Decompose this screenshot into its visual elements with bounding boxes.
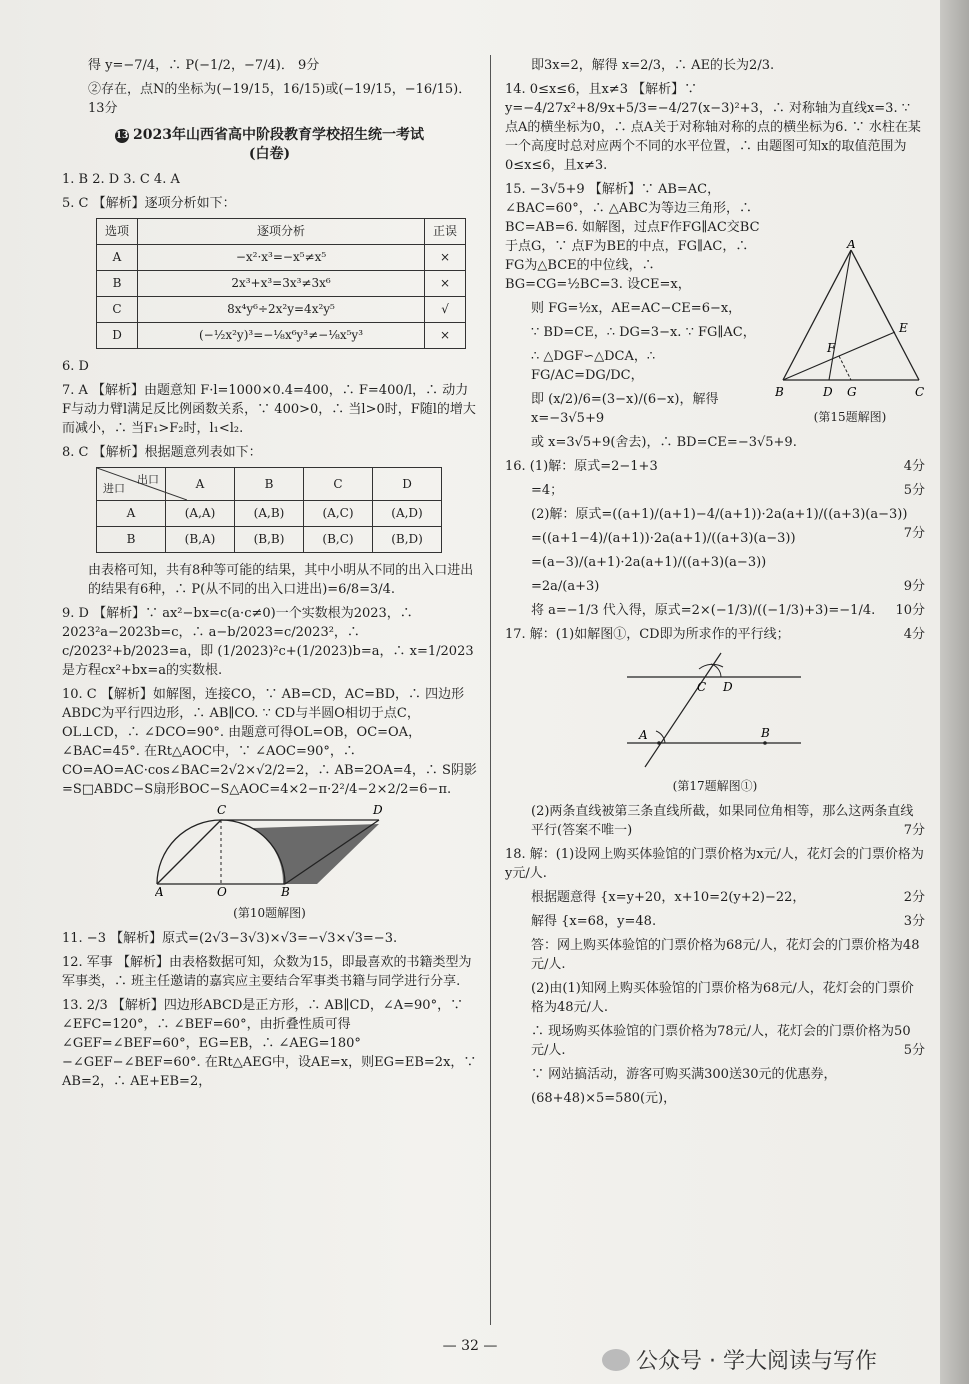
answer-q14: 14. 0≤x≤6，且x≠3 【解析】∵ y=−4/27x²+8/9x+5/3=−4/27(x−3)²+3，∴ 对称轴为直线x=3. ∵ 点A的横坐标为0，∴ 点A关于对称轴对称的点的横坐标为6. ∵ 水柱在某一个高度时总对应两个不同的水平位置，∴ 由题图可知x的取值范围为0≤x≤6，且x≠3. — [505, 82, 921, 173]
table-row — [97, 323, 466, 349]
svg-text:A: A — [154, 885, 164, 896]
figure-caption: (第10题解图) — [233, 906, 306, 920]
svg-text:F: F — [827, 341, 836, 355]
answer-line — [505, 601, 925, 620]
score-mark: 5分 — [903, 1043, 925, 1058]
table-cell: 8x⁴y⁶÷2x²y=4x²y⁵ — [138, 297, 425, 323]
text-line: 或 x=3√5+9(舍去)，∴ BD=CE=−3√5+9. — [531, 435, 797, 450]
figure-17 — [505, 649, 925, 775]
score-mark: 7分 — [903, 823, 925, 838]
table-cell: 2x³+x³=3x³≠3x⁶ — [138, 271, 425, 297]
table-cell: B — [97, 527, 166, 553]
answer-line — [505, 1022, 925, 1060]
answer-q16-1 — [505, 457, 925, 476]
section-title-text: 2023年山西省高中阶段教育学校招生统一考试 — [133, 127, 424, 143]
table-header: 选项 — [97, 219, 138, 245]
table-cell: (A,B) — [235, 501, 304, 527]
svg-text:A: A — [847, 240, 856, 251]
table-cell: A — [97, 501, 166, 527]
table-header: A — [166, 468, 235, 501]
table-cell: × — [425, 323, 466, 349]
svg-text:C: C — [216, 804, 226, 817]
table-cell: (B,D) — [373, 527, 442, 553]
svg-text:B: B — [775, 385, 784, 399]
text-line: (68+48)×5=580(元)， — [531, 1091, 677, 1106]
table-header: D — [373, 468, 442, 501]
table-cell: √ — [425, 297, 466, 323]
table-header: C — [304, 468, 373, 501]
text-line: ②存在，点N的坐标为(−19/15，16/15)或(−19/15，−16/15)．13分 — [88, 82, 472, 116]
svg-text:A: A — [639, 728, 648, 742]
table-cell: (B,C) — [304, 527, 373, 553]
answer-q16-2 — [505, 505, 925, 541]
figure-15 — [775, 240, 925, 433]
text-line: 解得 {x=68，y=48. — [531, 914, 657, 929]
answer-line — [505, 912, 925, 931]
table-cell: A — [97, 245, 138, 271]
svg-text:G: G — [847, 385, 857, 399]
text-line: (2)由(1)知网上购买体验馆的门票价格为68元/人，花灯会的门票价格为48元/人. — [531, 981, 914, 1015]
answer-q1-4: 1. B 2. D 3. C 4. A — [62, 172, 180, 187]
text-line: ∵ BD=CE，∴ DG=3−x. ∵ FG∥AC， — [531, 325, 756, 340]
text-line: =2a/(a+3) — [531, 579, 600, 594]
table-header: B — [235, 468, 304, 501]
table-cell: × — [425, 245, 466, 271]
section-subtitle: (白卷) — [248, 146, 291, 162]
answer-q17 — [505, 625, 925, 644]
table-cell: D — [97, 323, 138, 349]
left-column — [62, 56, 477, 1096]
svg-text:B: B — [280, 885, 290, 896]
watermark-text: 公众号 · 学大阅读与写作 — [636, 1349, 877, 1374]
outcome-table — [96, 467, 442, 553]
svg-text:D: D — [723, 680, 733, 694]
score-mark: 10分 — [895, 603, 925, 618]
figure-10 — [62, 804, 477, 902]
text-line: 则 FG=½x，AE=AC−CE=6−x， — [531, 301, 742, 316]
text-line: =((a+1−4)/(a+1))·2a(a+1)/((a+3)(a−3)) — [531, 531, 796, 546]
answer-line — [505, 888, 925, 907]
answer-q15: 15. −3√5+9 【解析】∵ AB=AC，∠BAC=60°，∴ △ABC为等边三角形，∴ BC=AB=6. 如解图，过点F作FG∥AC交BC于点G，∵ 点F为BE的中点，FG∥AC，∴ FG为△BCE的中位线，∴ BG=CG=½BC=3. 设CE=x， — [505, 182, 760, 292]
text-line: (2)解：原式=((a+1)/(a+1)−4/(a+1))·2a(a+1)/((a+3)(a−3)) — [531, 507, 908, 522]
q15-block — [505, 180, 925, 433]
text-line: 即 (x/2)/6=(3−x)/(6−x)，解得 x=−3√5+9 — [531, 392, 719, 426]
answer-q10: 10. C 【解析】如解图，连接CO，∵ AB=CD，AC=BD，∴ 四边形ABDC为平行四边形，∴ AB∥CO. ∵ CD与半圆O相切于点C，OL⊥CD，∴ ∠DCO=90°. 由题意可得OL=OB，OC=OA，∠BAC=45°. 在Rt△AOC中，∵ ∠AOC=90°，∴ CO=AO=AC·cos∠BAC=2√2×√2/2=2，∴ AB=2OA=4，∴ S阴影=S□ABDC−S扇形BOC−S△AOC=4×2−π·2²/4−2×2/2=6−π. — [62, 687, 477, 797]
table-cell: (B,A) — [166, 527, 235, 553]
table-cell: C — [97, 297, 138, 323]
text-line: ∴ 现场购买体验馆的门票价格为78元/人，花灯会的门票价格为50元/人. — [531, 1024, 911, 1058]
table-row — [97, 501, 442, 527]
svg-text:B: B — [761, 726, 770, 740]
corner-label-top: 出口 — [137, 473, 159, 486]
table-cell: × — [425, 271, 466, 297]
table-cell: (B,B) — [235, 527, 304, 553]
svg-text:E: E — [899, 321, 908, 335]
section-title — [62, 126, 477, 164]
answer-line — [505, 481, 925, 500]
score-mark: 3分 — [903, 914, 925, 929]
semicircle-figure — [155, 804, 385, 896]
triangle-figure — [775, 240, 925, 400]
text-line: 根据题意得 {x=y+20，x+10=2(y+2)−22， — [531, 890, 806, 905]
answer-q13: 13. 2/3 【解析】四边形ABCD是正方形，∴ AB∥CD，∠A=90°，∵ ∠EFC=120°，∴ ∠BEF=60°，由折叠性质可得∠GEF=∠BEF=60°，EG=EB，∴ ∠AEG=180°−∠GEF−∠BEF=60°. 在Rt△AEG中，设AE=x，则EG=EB=2x，∵ AB=2，∴ AE+EB=2， — [62, 998, 477, 1089]
svg-text:D: D — [372, 804, 383, 817]
figure-caption: (第15题解图) — [813, 410, 887, 424]
answer-q8: 8. C 【解析】根据题意列表如下： — [62, 445, 262, 460]
corner-label-bottom: 进口 — [103, 482, 125, 495]
table-header: 正误 — [425, 219, 466, 245]
table-cell: −x²·x³=−x⁵≠x⁵ — [138, 245, 425, 271]
answer-q7: 7. A 【解析】由题意知 F·l=1000×0.4=400，∴ F=400/l，∴ 动力F与动力臂l满足反比例函数关系，∵ 400>0，∴ 当l>0时，F随l的增大而减小，∴ 当F₁>F₂时，l₁<l₂. — [62, 383, 476, 436]
table-cell: (A,A) — [166, 501, 235, 527]
score-mark: 2分 — [903, 890, 925, 905]
text-line: 17. 解：(1)如解图①，CD即为所求作的平行线； — [505, 627, 790, 642]
svg-text:D: D — [823, 385, 833, 399]
answer-q12: 12. 军事 【解析】由表格数据可知，众数为15，即最喜欢的书籍类型为军事类，∴ 班主任邀请的嘉宾应主要结合军事类书籍与同学进行分享. — [62, 955, 472, 989]
figure-caption: (第17题解图①) — [672, 779, 758, 793]
table-cell: B — [97, 271, 138, 297]
answer-q9: 9. D 【解析】∵ ax²−bx=c(a·c≠0)一个实数根为2023，∴ 2023²a−2023b=c，∴ a−b/2023=c/2023²，∴ c/2023²+b/2023=a，即 (1/2023)²c+(1/2023)b=a，∴ x=1/2023是方程cx²+bx=a的实数根. — [62, 606, 474, 678]
parallel-lines-figure — [625, 649, 805, 769]
watermark — [602, 1344, 877, 1375]
table-row — [97, 245, 466, 271]
answer-q11: 11. −3 【解析】原式=(2√3−3√3)×√3=−√3×√3=−3. — [62, 931, 398, 946]
answer-q5: 5. C 【解析】逐项分析如下： — [62, 196, 236, 211]
table-cell: (A,C) — [304, 501, 373, 527]
answer-q18: 18. 解：(1)设网上购买体验馆的门票价格为x元/人，花灯会的门票价格为y元/人. — [505, 847, 924, 881]
text-line: =(a−3)/(a+1)·2a(a+1)/((a+3)(a−3)) — [531, 555, 767, 570]
text-line: 16. (1)解：原式=2−1+3 — [505, 459, 658, 474]
answer-line — [505, 577, 925, 596]
table-corner-cell — [97, 468, 166, 501]
analysis-table — [96, 218, 466, 349]
text-line: 答：网上购买体验馆的门票价格为68元/人，花灯会的门票价格为48元/人. — [531, 938, 920, 972]
table-row — [97, 297, 466, 323]
score-mark: 9分 — [903, 579, 925, 594]
table-header: 逐项分析 — [138, 219, 425, 245]
answer-q6: 6. D — [62, 359, 89, 374]
score-mark: 7分 — [903, 526, 925, 541]
score-mark: 5分 — [903, 483, 925, 498]
table-row — [97, 271, 466, 297]
text-line: (2)两条直线被第三条直线所截，如果同位角相等，那么这两条直线平行(答案不唯一) — [531, 804, 914, 838]
text-line: ∴ △DGF∽△DCA，∴ FG/AC=DG/DC， — [531, 349, 656, 383]
table-cell: (A,D) — [373, 501, 442, 527]
right-column — [505, 56, 925, 1113]
answer-line — [505, 802, 925, 840]
page-number: — 32 — — [442, 1338, 498, 1354]
score-mark: 4分 — [903, 627, 925, 642]
text-line: 即3x=2，解得 x=2/3，∴ AE的长为2/3. — [531, 58, 775, 73]
text-line: 得 y=−7/4，∴ P(−1/2，−7/4)． 9分 — [88, 58, 320, 73]
column-divider — [490, 55, 491, 1325]
wechat-icon — [602, 1349, 630, 1371]
text-line: =4； — [531, 483, 564, 498]
table-row — [97, 527, 442, 553]
score-mark: 4分 — [903, 459, 925, 474]
text-line: 将 a=−1/3 代入得，原式=2×(−1/3)/((−1/3)+3)=−1/4. — [531, 603, 876, 618]
answer-q8-explanation: 由表格可知，共有8种等可能的结果，其中小明从不同的出入口进出的结果有6种，∴ P(从不同的出入口进出)=6/8=3/4. — [88, 563, 474, 597]
section-number-badge: 13 — [115, 131, 129, 141]
svg-text:C: C — [915, 385, 925, 399]
text-line: ∵ 网站搞活动，游客可购买满300送30元的优惠券， — [531, 1067, 837, 1082]
svg-text:O: O — [216, 885, 227, 896]
table-cell: (−½x²y)³=−⅛x⁶y³≠−⅛x⁵y³ — [138, 323, 425, 349]
book-spine — [940, 0, 969, 1384]
svg-text:C: C — [697, 680, 707, 694]
